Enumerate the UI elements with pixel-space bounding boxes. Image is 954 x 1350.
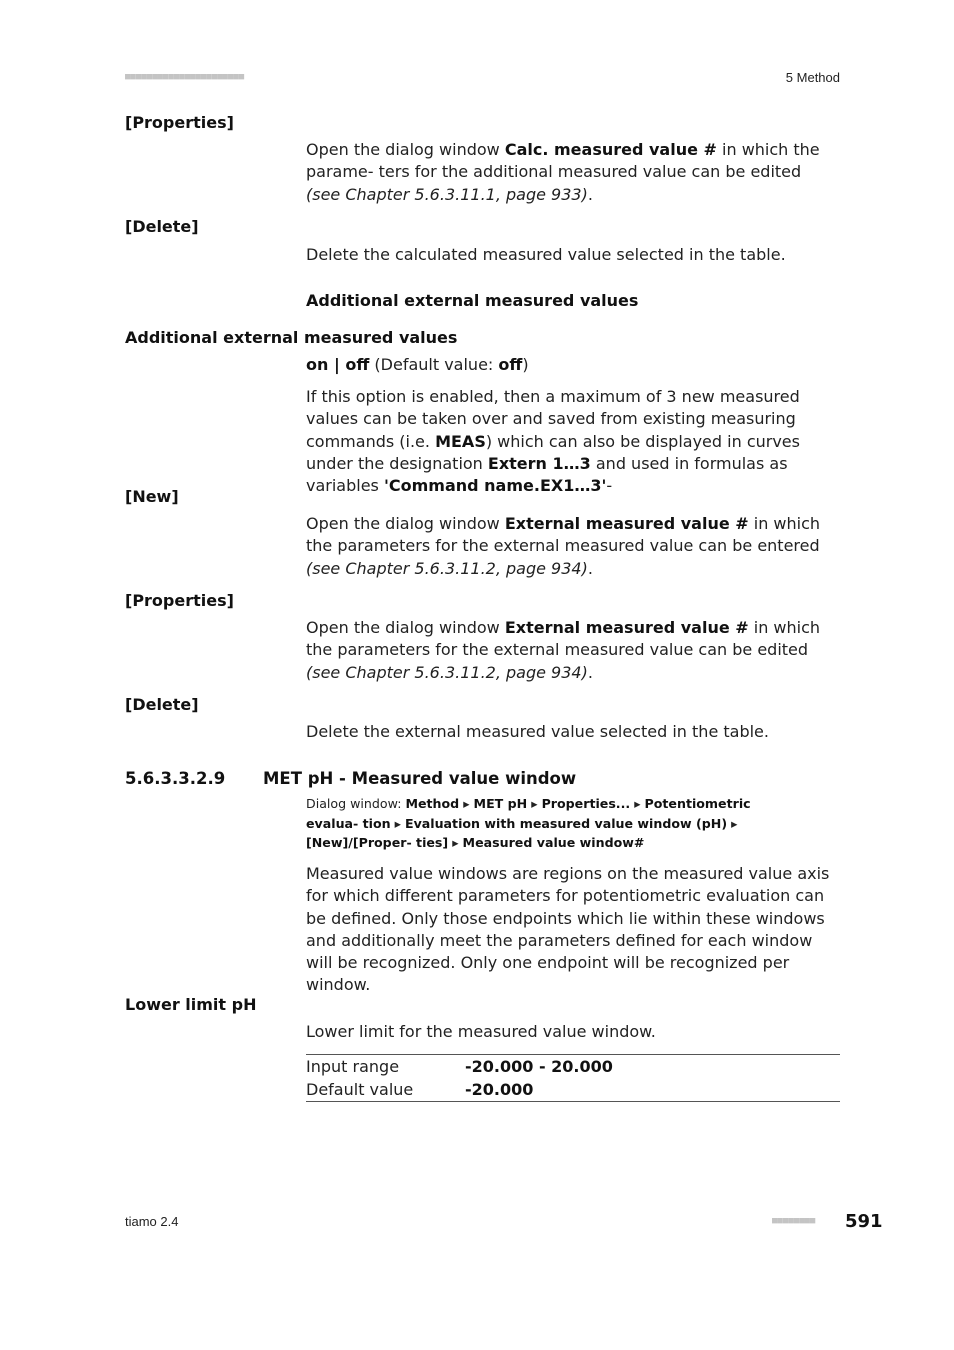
product-name: tiamo 2.4	[125, 1214, 179, 1229]
section-title: MET pH - Measured value window	[263, 769, 577, 788]
table-value: -20.000	[465, 1080, 534, 1099]
term-additional-external: Additional external measured values	[125, 328, 458, 347]
new-description: Open the dialog window External measured value # in which the parameters for the external measured value can be entered (see Chapter 5.6.3.11.2, page 934).	[306, 514, 821, 578]
table-key: Default value	[306, 1080, 414, 1099]
subheading: Additional external measured values	[306, 291, 639, 310]
page-number: 591	[845, 1211, 883, 1232]
delete-external-description: Delete the external measured value selected in the table.	[306, 722, 769, 741]
arrow-icon: ▸	[394, 815, 401, 831]
section-number: 5.6.3.3.2.9	[125, 769, 226, 788]
dialog-path: Dialog window: Method ▸ MET pH ▸ Properties... ▸ Potentiometric evalua- tion ▸ Evaluation with measured value window (pH) ▸ [New]/[Proper- ties] ▸ Measured value window#	[306, 796, 751, 850]
term-properties-external: [Properties]	[125, 591, 234, 610]
term-lower-limit: Lower limit pH	[125, 995, 257, 1014]
properties-description: Open the dialog window Calc. measured value # in which the parame- ters for the additional measured value can be edited (see Chapter 5.6.3.11.1, page 933).	[306, 140, 820, 204]
arrow-icon: ▸	[463, 796, 470, 811]
parameter-table	[306, 1054, 840, 1102]
term-new: [New]	[125, 487, 179, 506]
delete-description: Delete the calculated measured value selected in the table.	[306, 245, 786, 264]
chapter-label: 5 Method	[785, 70, 840, 85]
option-values: on | off (Default value: off)	[306, 355, 529, 374]
term-delete-external: [Delete]	[125, 695, 199, 714]
arrow-icon: ▸	[531, 796, 538, 811]
table-row	[306, 1078, 840, 1101]
term-properties: [Properties]	[125, 113, 234, 132]
footer-decoration: ■■■■■■■■	[772, 1216, 816, 1226]
table-value: -20.000 - 20.000	[465, 1057, 613, 1076]
section-intro: Measured value windows are regions on the measured value axis for which different parameters for potentiometric evaluation can be defined. Only those endpoints which lie within these windows and additionally meet the parameters defined for each window will be recognized. Only one endpoint will be recognized per window.	[306, 864, 830, 995]
arrow-icon: ▸	[731, 815, 738, 831]
arrow-icon: ▸	[634, 796, 641, 811]
properties-external-description: Open the dialog window External measured value # in which the parameters for the external measured value can be edited (see Chapter 5.6.3.11.2, page 934).	[306, 618, 821, 682]
additional-external-description: If this option is enabled, then a maximum of 3 new measured values can be taken over and saved from existing measuring commands (i.e. MEAS) which can also be displayed in curves under the designation Extern 1…3 and used in formulas as variables 'Command name.EX1…3'-	[306, 387, 800, 496]
table-row	[306, 1055, 840, 1078]
table-key: Input range	[306, 1057, 400, 1076]
arrow-icon: ▸	[452, 835, 459, 850]
header-decoration: ■■■■■■■■■■■■■■■■■■■■■■	[125, 72, 245, 82]
term-delete: [Delete]	[125, 217, 199, 236]
lower-limit-description: Lower limit for the measured value window.	[306, 1022, 656, 1041]
